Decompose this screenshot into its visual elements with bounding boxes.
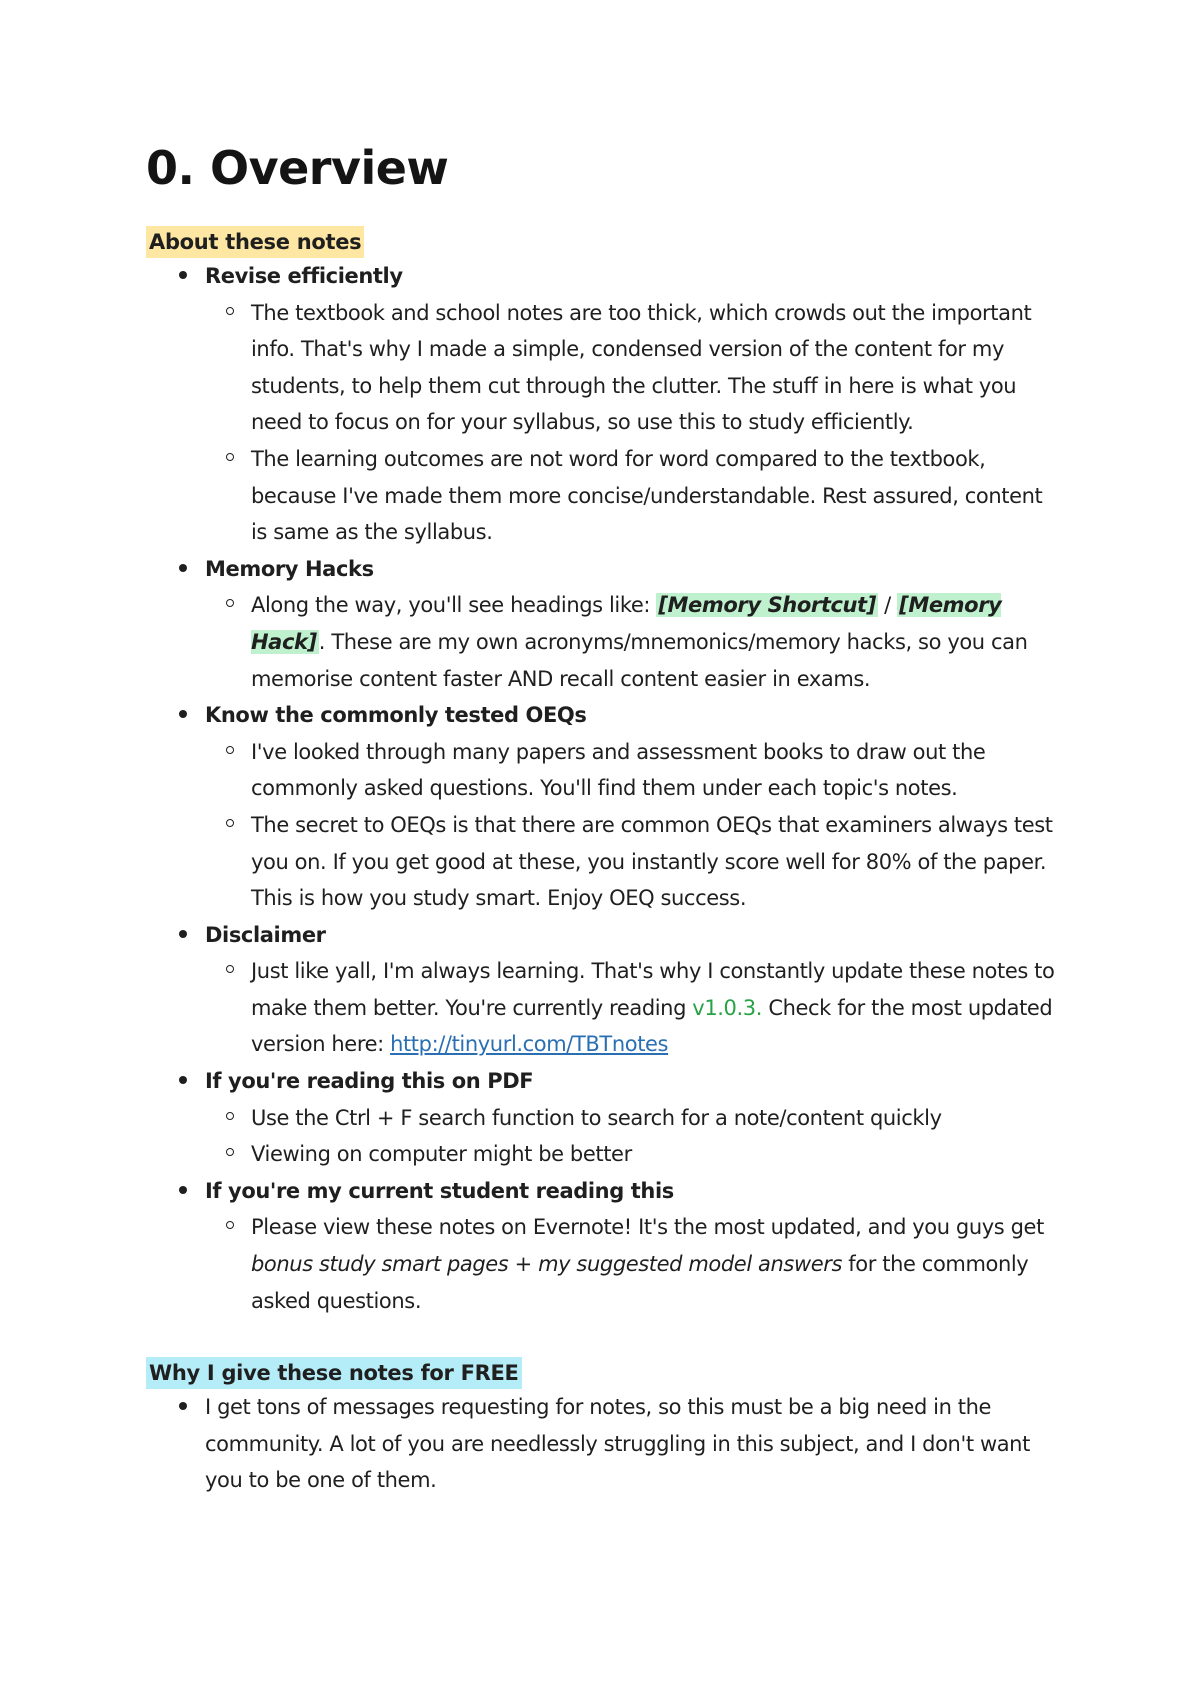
sub-item	[205, 1209, 1056, 1319]
sub-item	[205, 295, 1056, 441]
document-page	[146, 140, 1056, 1499]
bonus-text: bonus study smart pages + my suggested model answers	[251, 1252, 843, 1277]
sub-item-text: . These are my own acronyms/mnemonics/memory hacks, so you can memorise content faster AND recall content easier in exams.	[251, 629, 1028, 691]
sub-item-text: Along the way, you'll see headings like:	[251, 593, 657, 618]
list-item-revise	[146, 258, 1056, 551]
about-list	[146, 258, 1056, 1319]
item-label: Memory Hacks	[205, 556, 374, 581]
sub-item	[205, 1136, 1056, 1173]
item-label: If you're reading this on PDF	[205, 1069, 534, 1094]
sub-list	[205, 953, 1056, 1063]
sub-item-text: The textbook and school notes are too thick, which crowds out the important info. That's why I made a simple, condensed version of the content for my students, to help them cut through the clutter. The stuff in here is what you need to focus on for your syllabus, so use this to study efficiently.	[251, 300, 1032, 435]
sub-item-text: The learning outcomes are not word for word compared to the textbook, because I've made them more concise/understandable. Rest assured, content is same as the syllabus.	[251, 446, 1043, 545]
notes-link[interactable]: http://tinyurl.com/TBTnotes	[390, 1032, 669, 1057]
tag-separator: /	[877, 593, 898, 618]
sub-item-text: for the commonly asked questions.	[251, 1252, 1029, 1313]
list-item-oeqs	[146, 697, 1056, 917]
item-text: I get tons of messages requesting for notes, so this must be a big need in the community. A lot of you are needlessly struggling in this subject, and I don't want you to be one of them.	[205, 1395, 1030, 1493]
sub-item-text: Check for the most updated version here:	[251, 995, 1053, 1057]
list-item-student	[146, 1173, 1056, 1319]
sub-list	[205, 295, 1056, 551]
list-item	[146, 1389, 1056, 1499]
why-section	[146, 1357, 1056, 1499]
sub-item	[205, 441, 1056, 551]
memory-hack-tag: [Memory Hack]	[251, 593, 1002, 654]
sub-item	[205, 807, 1056, 917]
about-heading: About these notes	[146, 226, 364, 258]
item-label: Know the commonly tested OEQs	[205, 703, 587, 728]
page-title: 0. Overview	[146, 141, 449, 195]
about-section	[146, 226, 1056, 1319]
sub-item-text: Viewing on computer might be better	[251, 1142, 632, 1167]
sub-item	[205, 587, 1056, 697]
sub-item-text: Just like yall, I'm always learning. That's why I constantly update these notes to make them better. You're currently reading	[251, 959, 1055, 1020]
sub-item	[205, 953, 1056, 1063]
item-label: Revise efficiently	[205, 264, 403, 288]
list-item-disclaimer	[146, 917, 1056, 1063]
sub-list	[205, 1100, 1056, 1173]
version-number: v1.0.3.	[692, 995, 763, 1020]
sub-list	[205, 734, 1056, 917]
sub-list	[205, 1209, 1056, 1319]
sub-list	[205, 587, 1056, 697]
sub-item	[205, 1100, 1056, 1137]
why-list	[146, 1389, 1056, 1499]
sub-item-text: I've looked through many papers and assessment books to draw out the commonly asked questions. You'll find them under each topic's notes.	[251, 739, 986, 801]
memory-shortcut-tag: [Memory Shortcut]	[658, 593, 876, 618]
why-heading: Why I give these notes for FREE	[146, 1357, 522, 1389]
item-label: If you're my current student reading this	[205, 1178, 674, 1203]
item-label: Disclaimer	[205, 922, 326, 947]
section-spacer	[146, 1319, 1056, 1357]
sub-item-text: Please view these notes on Evernote! It's the most updated, and you guys get	[251, 1215, 1044, 1240]
list-item-memory-hacks	[146, 551, 1056, 697]
sub-item	[205, 734, 1056, 807]
sub-item-text: Use the Ctrl + F search function to search for a note/content quickly	[251, 1105, 942, 1130]
list-item-pdf	[146, 1063, 1056, 1173]
sub-item-text: The secret to OEQs is that there are common OEQs that examiners always test you on. If you get good at these, you instantly score well for 80% of the paper. This is how you study smart. Enjoy OEQ success.	[251, 812, 1053, 911]
